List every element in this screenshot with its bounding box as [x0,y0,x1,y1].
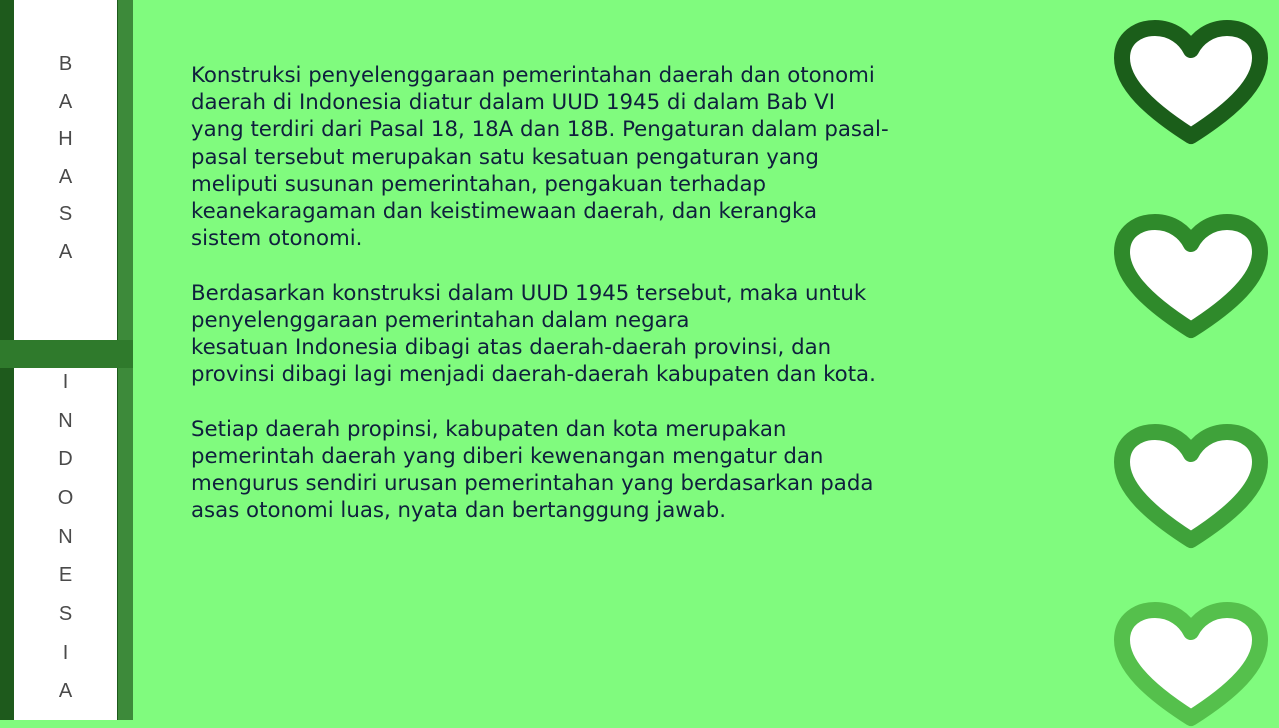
title-letter: S [58,603,73,626]
paragraph: Setiap daerah propinsi, kabupaten dan kota merupakan pemerintah daerah yang diberi kewenangan mengatur dan mengurus sendiri urusan pemerintahan yang berdasarkan pada asas otonomi luas, nyata dan bertanggung jawab. [191,416,874,524]
vertical-title-bahasa [14,0,117,340]
title-letter: H [58,128,73,150]
title-letter: A [58,240,73,263]
paragraph-spacer [191,388,1071,415]
title-letter: S [58,203,73,225]
sidebar-divider [0,340,133,368]
title-letter: I [62,371,69,393]
title-letter: A [58,680,73,703]
heart-icon [1110,600,1272,728]
title-letter: B [58,53,73,75]
title-letter: N [58,525,73,548]
title-letter: E [58,564,73,587]
title-letter: O [57,487,74,510]
paragraph-spacer [191,252,1071,279]
paragraph: Berdasarkan konstruksi dalam UUD 1945 tersebut, maka untuk penyelenggaraan pemerintahan dalam negara kesatuan Indonesia dibagi atas daerah-daerah provinsi, dan provinsi dibagi lagi menjadi daerah-daerah kabupaten dan kota. [191,280,876,388]
vertical-title-indonesia [14,368,117,720]
title-letter: I [62,641,69,664]
title-letter: A [58,165,73,188]
title-letter: N [58,409,73,432]
paragraph: Konstruksi penyelenggaraan pemerintahan daerah dan otonomi daerah di Indonesia diatur dalam UUD 1945 di dalam Bab VI yang terdiri dari Pasal 18, 18A dan 18B. Pengaturan dalam pasal- pasal tersebut merupakan satu kesatuan pengaturan yang meliputi susunan pemerintahan, pengakuan terhadap keanekaragaman dan keistimewaan daerah, dan kerangka sistem otonomi. [191,63,889,252]
heart-icon [1110,18,1272,146]
title-letter: D [58,448,73,471]
heart-icon [1110,422,1272,550]
title-letter: A [58,90,73,113]
heart-decorations [1110,0,1279,720]
heart-icon [1110,212,1272,340]
body-text [191,62,1071,524]
